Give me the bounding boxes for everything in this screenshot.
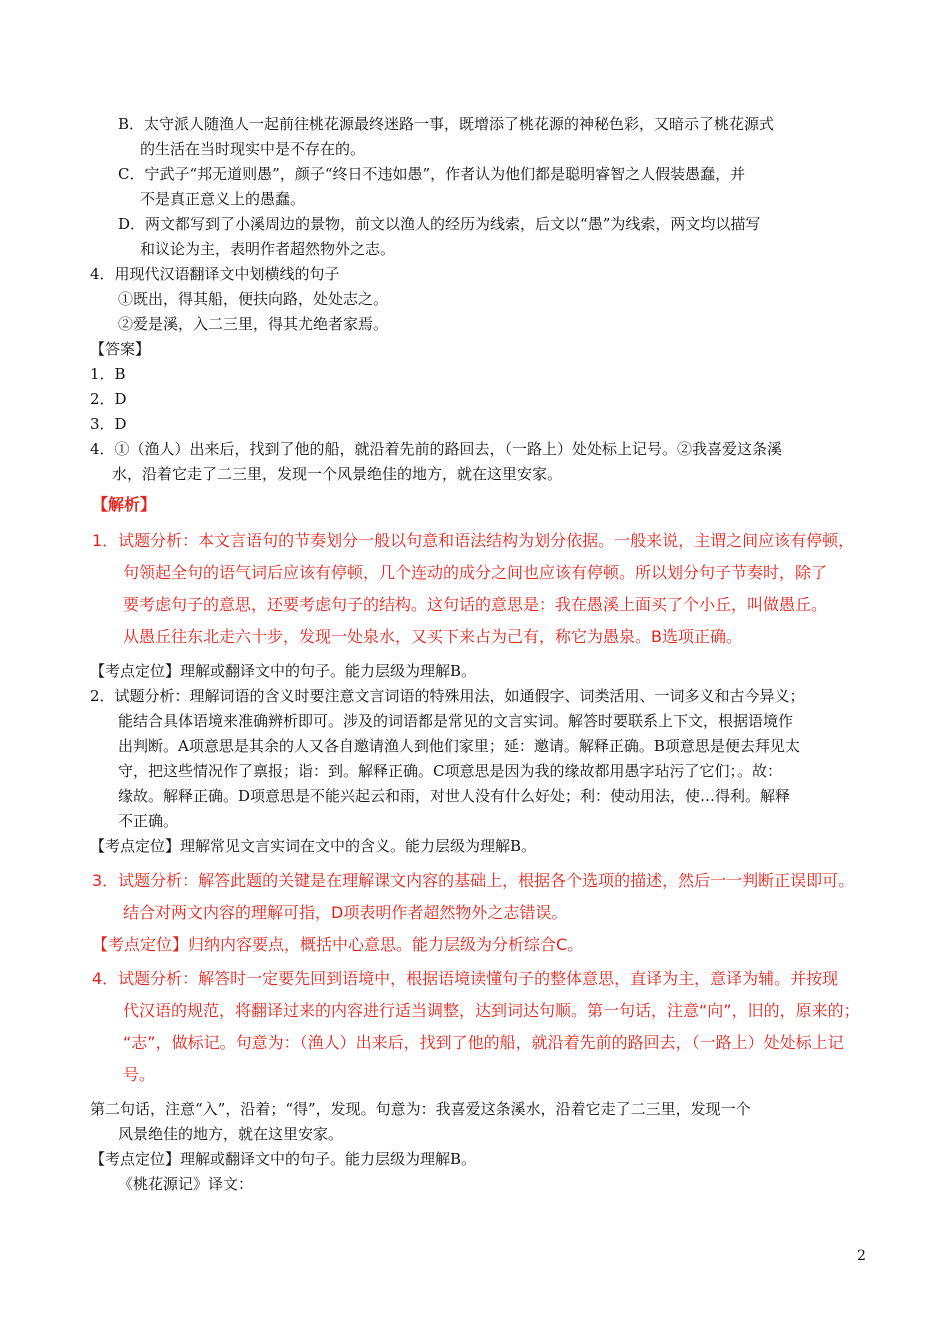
analysis-1-line2: 句领起全句的语气词后应该有停顿，几个连动的成分之间也应该有停顿。所以划分句子节奏时，除了 (123, 563, 828, 582)
analysis-2-line3: 出判断。A项意思是其余的人又各自邀请渔人到他们家里；延：邀请。解释正确。B项意思是便去拜见太 (118, 737, 800, 755)
answer-2: 2．D (90, 390, 127, 408)
answer-1: 1．B (90, 365, 126, 383)
analysis-1-line4: 从愚丘往东北走六十步，发现一处泉水，又买下来占为己有，称它为愚泉。B选项正确。 (123, 627, 742, 646)
analysis-label: 【解析】 (92, 495, 157, 514)
analysis-4-cont-line1: 第二句话，注意“入”，沿着；“得”，发现。句意为：我喜爱这条溪水，沿着它走了二三里，发现一个 (90, 1100, 751, 1118)
answer-4-line2: 水，沿着它走了二三里，发现一个风景绝佳的地方，就在这里安家。 (112, 465, 563, 483)
analysis-4-line4: 号。 (123, 1065, 156, 1084)
option-b-line1: B．太守派人随渔人一起前往桃花源最终迷路一事，既增添了桃花源的神秘色彩，又暗示了桃花源式 (118, 115, 775, 133)
page-number: 2 (857, 1248, 866, 1264)
analysis-1-line1: 1．试题分析：本文言语句的节奏划分一般以句意和语法结构为划分依据。一般来说，主谓之间应该有停顿， (92, 531, 855, 550)
analysis-1-line3: 要考虑句子的意思，还要考虑句子的结构。这句话的意思是：我在愚溪上面买了个小丘，叫做愚丘。 (123, 595, 828, 614)
option-d-line2: 和议论为主，表明作者超然物外之志。 (140, 240, 396, 258)
answer-4-line1: 4．①（渔人）出来后，找到了他的船，就沿着先前的路回去，（一路上）处处标上记号。②我喜爱这条溪 (90, 440, 783, 458)
question-4-title: 4．用现代汉语翻译文中划横线的句子 (90, 265, 340, 283)
question-4-item-1: ①既出，得其船，便扶向路，处处志之。 (118, 290, 389, 308)
question-4-item-2: ②爱是溪，入二三里，得其尤绝者家焉。 (118, 315, 389, 333)
analysis-2-line1: 2．试题分析：理解词语的含义时要注意文言词语的特殊用法，如通假字、词类活用、一词多义和古今异义； (90, 687, 805, 705)
analysis-2-line5: 缘故。解释正确。D项意思是不能兴起云和雨，对世人没有什么好处；利：使动用法，使…得利。解释 (118, 787, 791, 805)
option-c-line1: C．宁武子“邦无道则愚”，颜子“终日不违如愚”，作者认为他们都是聪明睿智之人假装愚蠢，并 (118, 165, 746, 183)
analysis-3-line1: 3．试题分析：解答此题的关键是在理解课文内容的基础上，根据各个选项的描述，然后一一判断正误即可。 (92, 871, 855, 890)
answer-3: 3．D (90, 415, 127, 433)
analysis-4-cont-line2: 风景绝佳的地方，就在这里安家。 (118, 1125, 344, 1143)
kaodian-2: 【考点定位】理解常见文言实词在文中的含义。能力层级为理解B。 (90, 837, 537, 855)
kaodian-1: 【考点定位】理解或翻译文中的句子。能力层级为理解B。 (90, 662, 477, 680)
analysis-2-line6: 不正确。 (118, 812, 179, 830)
analysis-4-line1: 4．试题分析：解答时一定要先回到语境中，根据语境读懂句子的整体意思，直译为主，意译为辅。并按现 (92, 969, 839, 988)
analysis-4-line3: “志”，做标记。句意为：（渔人）出来后，找到了他的船，就沿着先前的路回去，（一路上）处处标上记 (123, 1033, 844, 1052)
answer-label: 【答案】 (90, 340, 151, 358)
translation-heading: 《桃花源记》译文： (118, 1175, 254, 1193)
kaodian-4: 【考点定位】理解或翻译文中的句子。能力层级为理解B。 (90, 1150, 477, 1168)
option-d-line1: D．两文都写到了小溪周边的景物，前文以渔人的经历为线索，后文以“愚”为线索，两文均以描写 (118, 215, 761, 233)
analysis-3-line2: 结合对两文内容的理解可指，D项表明作者超然物外之志错误。 (123, 903, 568, 922)
option-b-line2: 的生活在当时现实中是不存在的。 (140, 140, 366, 158)
analysis-2-line4: 守，把这些情况作了禀报；诣：到。解释正确。C项意思是因为我的缘故都用愚字玷污了它们；。故： (118, 762, 782, 780)
analysis-2-line2: 能结合具体语境来准确辨析即可。涉及的词语都是常见的文言实词。解答时要联系上下文，根据语境作 (118, 712, 794, 730)
option-c-line2: 不是真正意义上的愚蠢。 (140, 190, 306, 208)
analysis-4-line2: 代汉语的规范，将翻译过来的内容进行适当调整，达到词达句顺。第一句话，注意“向”，旧的，原来的； (123, 1001, 860, 1020)
kaodian-3: 【考点定位】归纳内容要点，概括中心意思。能力层级为分析综合C。 (92, 935, 584, 954)
